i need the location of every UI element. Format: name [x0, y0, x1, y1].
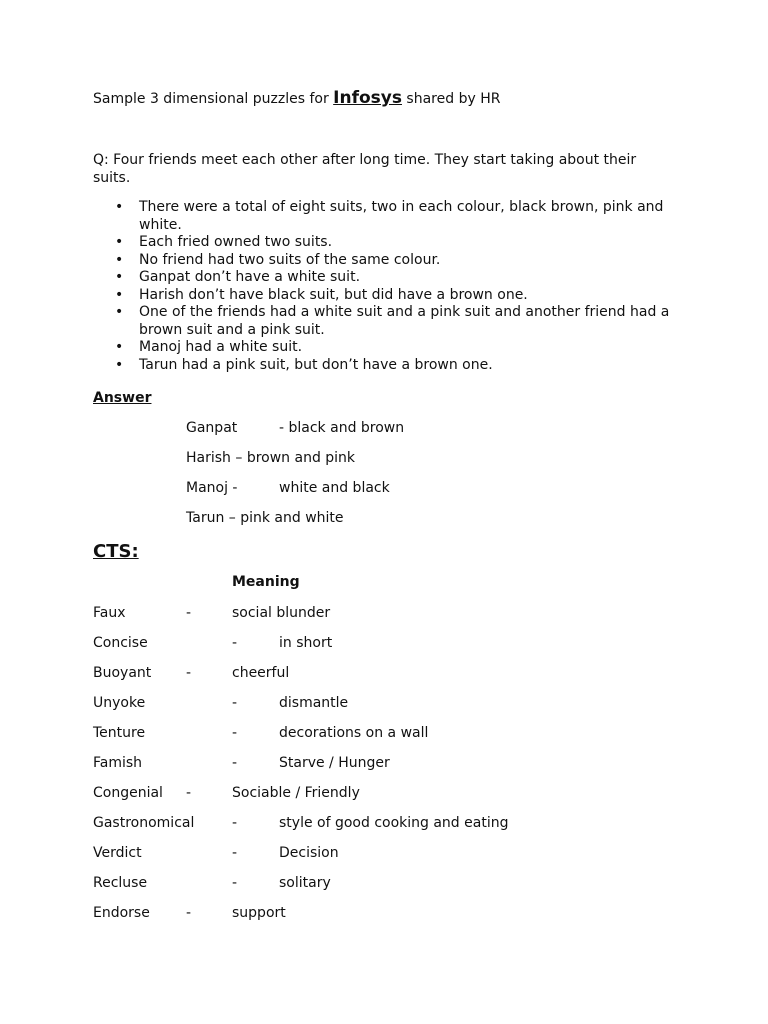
clue-text: Tarun had a pink suit, but don’t have a brown one. [139, 356, 493, 373]
vocab-dash: - [232, 755, 238, 771]
answer-name: Harish – brown and pink [186, 450, 356, 466]
bullet-icon: • [115, 269, 124, 285]
vocab-meaning: support [232, 905, 286, 921]
answer-name: Ganpat [186, 420, 238, 436]
vocab-dash: - [232, 845, 238, 861]
title-brand: Infosys [333, 88, 402, 108]
vocab-dash: - [186, 665, 192, 681]
vocab-word: Concise [93, 635, 148, 651]
list-item [93, 304, 693, 339]
vocab-word: Unyoke [93, 695, 146, 711]
answer-value: white and black [279, 480, 390, 496]
clue-text: One of the friends had a white suit and a pink suit and another friend had a brown suit and a pink suit. [139, 304, 670, 338]
vocab-meaning: dismantle [279, 695, 349, 711]
vocab-meaning: style of good cooking and eating [279, 815, 509, 831]
answer-value: - black and brown [279, 420, 405, 436]
vocab-word: Recluse [93, 875, 148, 891]
bullet-icon: • [115, 234, 124, 250]
clue-list [93, 199, 693, 374]
vocab-meaning: Sociable / Friendly [232, 785, 360, 801]
bullet-icon: • [115, 356, 124, 373]
bullet-icon: • [115, 251, 124, 268]
vocab-meaning: Starve / Hunger [279, 755, 390, 771]
vocab-dash: - [232, 635, 238, 651]
document-title [93, 89, 500, 108]
list-item [93, 287, 693, 305]
vocab-word: Verdict [93, 845, 142, 861]
list-item [93, 234, 693, 252]
vocab-dash: - [186, 785, 192, 801]
answer-heading: Answer [93, 390, 152, 406]
vocab-word: Faux [93, 605, 126, 621]
cts-heading: CTS: [93, 541, 139, 562]
vocab-dash: - [232, 695, 238, 711]
answer-name: Tarun – pink and white [186, 510, 344, 526]
vocab-dash: - [186, 605, 192, 621]
vocab-word: Endorse [93, 905, 150, 921]
vocab-meaning: social blunder [232, 605, 331, 621]
clue-text: Each fried owned two suits. [139, 234, 333, 250]
title-suffix: shared by HR [401, 91, 501, 107]
vocab-meaning: in short [279, 635, 333, 651]
bullet-icon: • [115, 304, 124, 320]
list-item [93, 357, 693, 375]
clue-text: Ganpat don’t have a white suit. [139, 269, 361, 285]
vocab-word: Tenture [93, 725, 146, 741]
vocab-meaning: cheerful [232, 665, 290, 681]
list-item [93, 269, 693, 287]
question-text: Q: Four friends meet each other after long time. They start taking about their suits. [93, 152, 637, 186]
vocab-word: Buoyant [93, 665, 152, 681]
vocab-word: Gastronomical [93, 815, 195, 831]
vocab-word: Congenial [93, 785, 163, 801]
vocab-meaning: Decision [279, 845, 339, 861]
bullet-icon: • [115, 339, 124, 355]
clue-text: Manoj had a white suit. [139, 339, 303, 355]
list-item [93, 252, 693, 270]
bullet-icon: • [115, 286, 124, 303]
vocab-dash: - [232, 875, 238, 891]
answer-name: Manoj - [186, 480, 238, 496]
clue-text: No friend had two suits of the same colour. [139, 251, 441, 268]
vocab-meaning: solitary [279, 875, 331, 891]
vocab-dash: - [232, 815, 238, 831]
list-item [93, 199, 693, 234]
meaning-header: Meaning [232, 574, 300, 590]
vocab-word: Famish [93, 755, 143, 771]
clue-text: There were a total of eight suits, two in each colour, black brown, pink and white. [139, 199, 664, 233]
vocab-dash: - [232, 725, 238, 741]
clue-text: Harish don’t have black suit, but did have a brown one. [139, 286, 528, 303]
title-prefix: Sample 3 dimensional puzzles for [93, 91, 334, 107]
list-item [93, 339, 693, 357]
vocab-dash: - [186, 905, 192, 921]
bullet-icon: • [115, 199, 124, 215]
vocab-meaning: decorations on a wall [279, 725, 429, 741]
